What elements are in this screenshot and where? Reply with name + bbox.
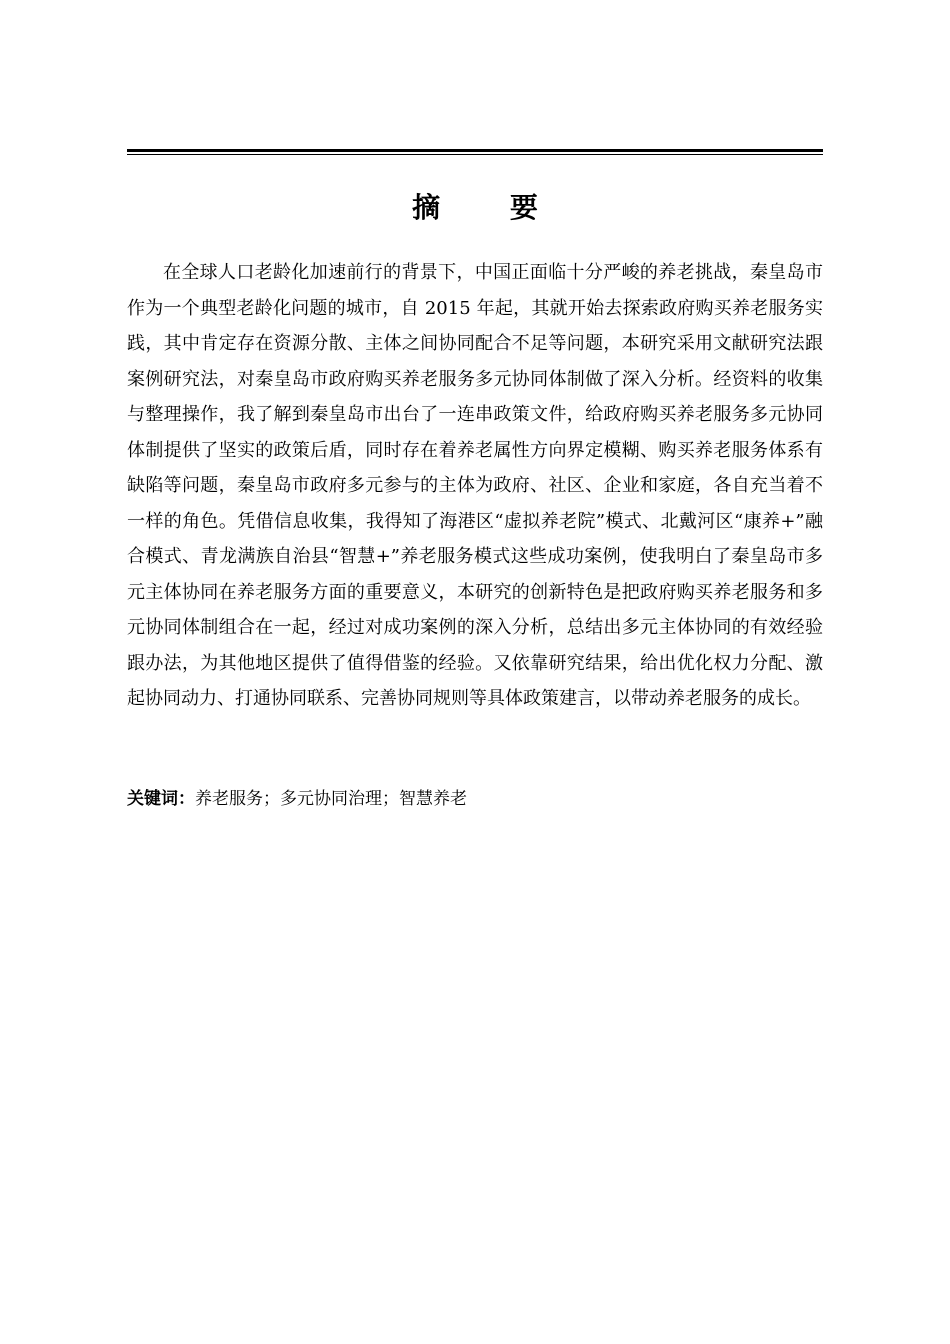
header-rule-thin (127, 154, 823, 155)
keywords-value: 养老服务；多元协同治理；智慧养老 (195, 789, 467, 809)
keywords-label: 关键词： (127, 789, 195, 809)
abstract-title: 摘 要 (412, 191, 568, 224)
abstract-body: 在全球人口老龄化加速前行的背景下，中国正面临十分严峻的养老挑战，秦皇岛市作为一个典型老龄化问题的城市，自 2015 年起，其就开始去探索政府购买养老服务实践，其中肯定存在资源分散、主体之间协同配合不足等问题，本研究采用文献研究法跟案例研究法，对秦皇岛市政府购买养老服务多元协同体制做了深入分析。经资料的收集与整理操作，我了解到秦皇岛市出台了一连串政策文件，给政府购买养老服务多元协同体制提供了坚实的政策后盾，同时存在着养老属性方向界定模糊、购买养老服务体系有缺陷等问题，秦皇岛市政府多元参与的主体为政府、社区、企业和家庭，各自充当着不一样的角色。凭借信息收集，我得知了海港区“虚拟养老院”模式、北戴河区“康养+”融合模式、青龙满族自治县“智慧+”养老服务模式这些成功案例，使我明白了秦皇岛市多元主体协同在养老服务方面的重要意义，本研究的创新特色是把政府购买养老服务和多元协同体制组合在一起，经过对成功案例的深入分析，总结出多元主体协同的有效经验跟办法，为其他地区提供了值得借鉴的经验。又依靠研究结果，给出优化权力分配、激起协同动力、打通协同联系、完善协同规则等具体政策建言，以带动养老服务的成长。 (127, 262, 823, 709)
keywords-line (127, 784, 823, 814)
header-rule-thick (127, 149, 823, 152)
